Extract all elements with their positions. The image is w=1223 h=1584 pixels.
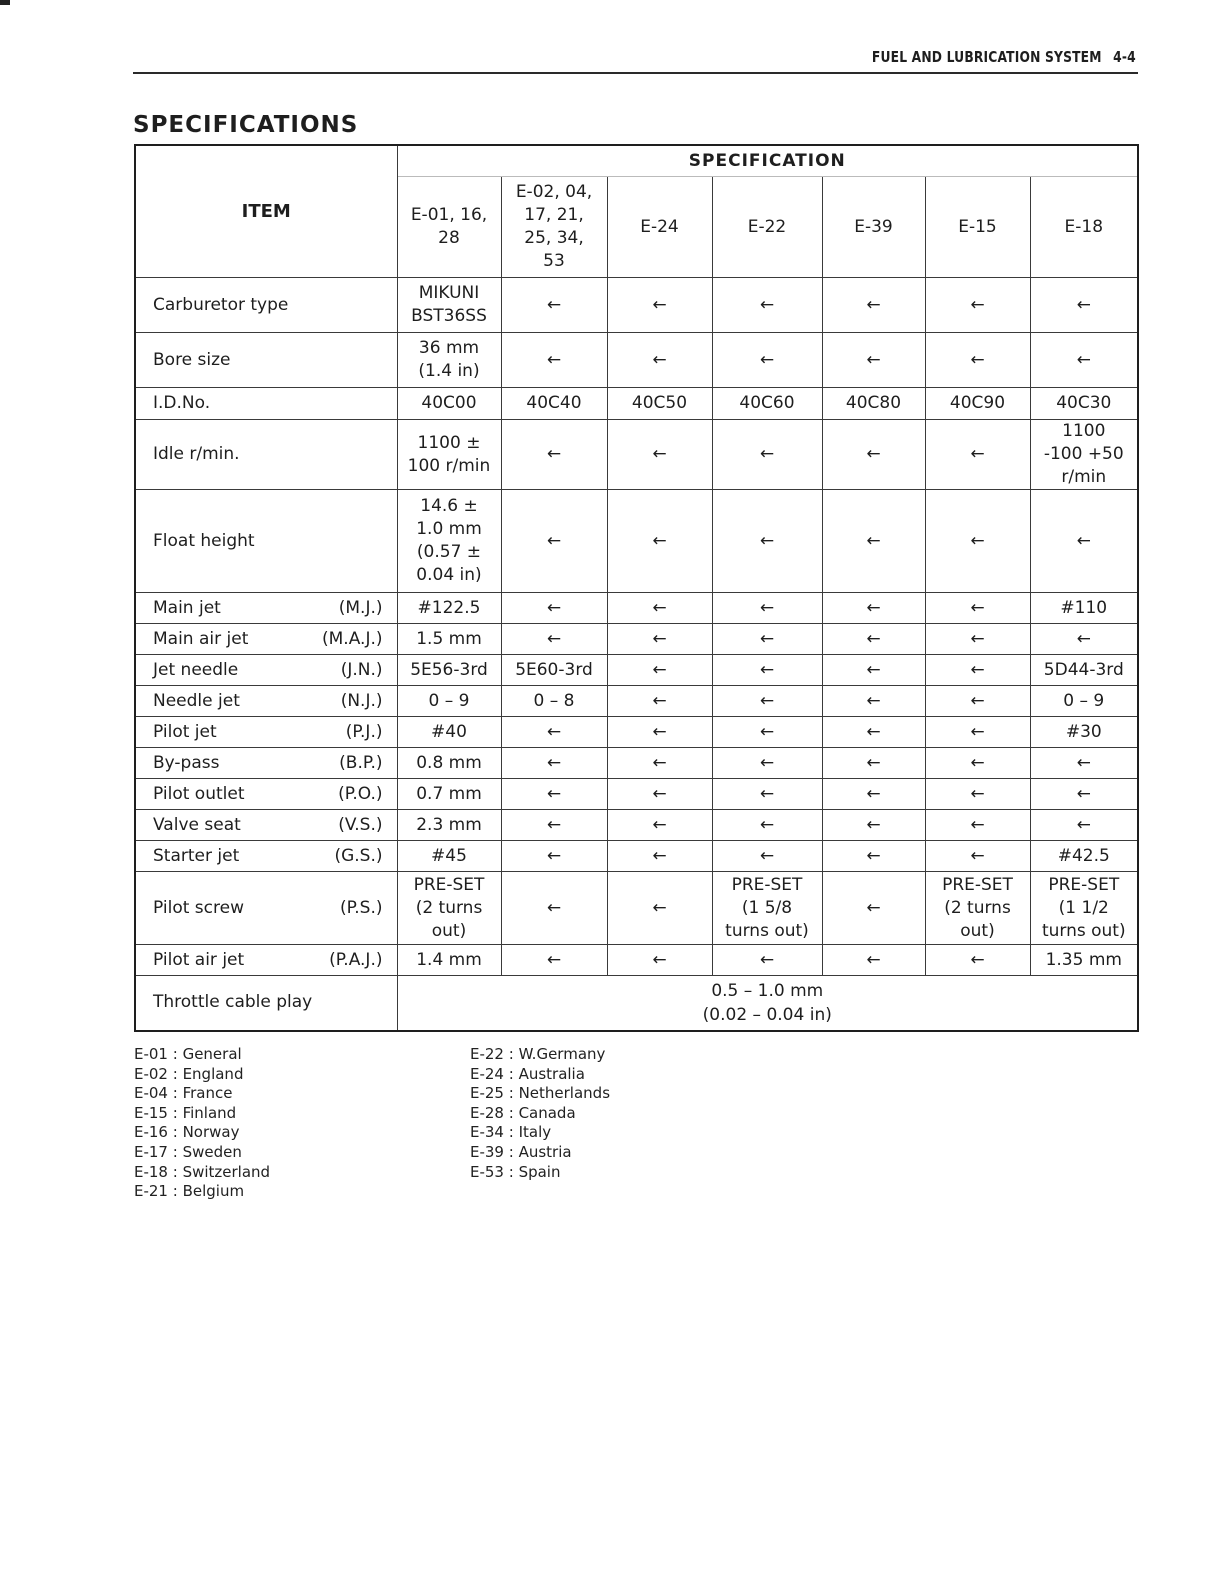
table-row	[135, 420, 1138, 490]
table-row	[135, 333, 1138, 388]
table-row	[135, 388, 1138, 420]
table-cell: ←	[822, 872, 925, 945]
table-cell: ←	[501, 278, 607, 333]
table-cell: ←	[822, 490, 925, 593]
table-cell: ←	[822, 810, 925, 841]
table-cell: ←	[712, 593, 822, 624]
table-cell: ←	[925, 810, 1030, 841]
row-item-label: Float height	[153, 530, 255, 551]
row-item-label: Pilot air jet	[153, 949, 245, 970]
table-cell: 5D44-3rd	[1030, 655, 1138, 686]
throttle-row	[135, 976, 1138, 1031]
specification-group-header: SPECIFICATION	[397, 145, 1138, 177]
table-cell: ←	[822, 333, 925, 388]
table-cell: ←	[925, 686, 1030, 717]
table-cell: ←	[607, 686, 712, 717]
table-cell: ←	[1030, 490, 1138, 593]
row-item-label: Valve seat	[153, 814, 241, 835]
row-item	[135, 655, 397, 686]
table-cell: 40C40	[501, 388, 607, 420]
table-cell: ←	[822, 945, 925, 976]
section-title: SPECIFICATIONS	[133, 112, 359, 138]
table-cell: ←	[712, 717, 822, 748]
table-cell: #40	[397, 717, 501, 748]
spec-table-body	[135, 278, 1138, 976]
table-cell: ←	[925, 333, 1030, 388]
legend-item: E-15 : Finland	[134, 1103, 237, 1122]
table-cell: ←	[607, 624, 712, 655]
row-item-label: Bore size	[153, 349, 231, 370]
table-cell: ←	[822, 748, 925, 779]
row-item	[135, 624, 397, 655]
row-item-abbr: (N.J.)	[340, 690, 383, 711]
table-cell: ←	[501, 945, 607, 976]
table-cell: #30	[1030, 717, 1138, 748]
row-item-abbr: (P.S.)	[340, 897, 383, 918]
table-cell: ←	[501, 420, 607, 490]
row-item-abbr: (P.J.)	[345, 721, 383, 742]
table-cell: 0.8 mm	[397, 748, 501, 779]
table-cell: 14.6 ± 1.0 mm (0.57 ± 0.04 in)	[397, 490, 501, 593]
table-cell: ←	[712, 748, 822, 779]
table-cell: PRE-SET (2 turns out)	[925, 872, 1030, 945]
table-cell: ←	[822, 717, 925, 748]
table-cell: ←	[607, 655, 712, 686]
row-item-abbr: (G.S.)	[334, 845, 383, 866]
table-cell: 1100 ± 100 r/min	[397, 420, 501, 490]
table-cell: ←	[607, 717, 712, 748]
row-item	[135, 388, 397, 420]
table-cell: ←	[1030, 748, 1138, 779]
table-cell: ←	[501, 624, 607, 655]
table-cell: ←	[925, 655, 1030, 686]
table-cell: ←	[607, 278, 712, 333]
table-cell: 1.5 mm	[397, 624, 501, 655]
row-item-abbr: (J.N.)	[340, 659, 383, 680]
table-cell: ←	[501, 490, 607, 593]
table-cell: PRE-SET (2 turns out)	[397, 872, 501, 945]
row-item	[135, 278, 397, 333]
row-item-label: Needle jet	[153, 690, 240, 711]
legend-item: E-02 : England	[134, 1064, 244, 1083]
page-header	[133, 44, 1138, 74]
table-cell: 5E56-3rd	[397, 655, 501, 686]
row-item-label: By-pass	[153, 752, 220, 773]
table-cell: ←	[712, 624, 822, 655]
spec-table	[134, 144, 1139, 1032]
table-row	[135, 278, 1138, 333]
column-header: E-02, 04, 17, 21, 25, 34, 53	[501, 177, 607, 278]
throttle-item: Throttle cable play	[135, 976, 397, 1031]
table-cell: 40C00	[397, 388, 501, 420]
legend-item: E-39 : Austria	[470, 1142, 572, 1161]
table-cell: #122.5	[397, 593, 501, 624]
legend-item: E-53 : Spain	[470, 1162, 561, 1181]
table-cell: ←	[925, 278, 1030, 333]
table-cell: 1.35 mm	[1030, 945, 1138, 976]
table-cell: 1100 -100 +50 r/min	[1030, 420, 1138, 490]
table-row	[135, 717, 1138, 748]
legend-item: E-04 : France	[134, 1084, 233, 1103]
row-item	[135, 779, 397, 810]
table-cell: ←	[501, 872, 607, 945]
table-row	[135, 490, 1138, 593]
table-cell: ←	[501, 593, 607, 624]
table-cell: ←	[822, 420, 925, 490]
table-row	[135, 686, 1138, 717]
table-cell: ←	[607, 490, 712, 593]
table-cell: ←	[607, 779, 712, 810]
table-header-row	[135, 145, 1138, 177]
table-cell: 1.4 mm	[397, 945, 501, 976]
column-header: E-18	[1030, 177, 1138, 278]
table-cell: ←	[501, 333, 607, 388]
page-number: 4-4	[1113, 48, 1136, 66]
legend-item: E-18 : Switzerland	[134, 1162, 271, 1181]
table-row	[135, 872, 1138, 945]
table-cell: ←	[822, 779, 925, 810]
table-cell: ←	[822, 686, 925, 717]
table-cell: 40C30	[1030, 388, 1138, 420]
table-cell: ←	[501, 841, 607, 872]
table-cell: ←	[607, 810, 712, 841]
table-cell: 40C50	[607, 388, 712, 420]
table-cell: ←	[712, 655, 822, 686]
item-column-header: ITEM	[135, 145, 397, 278]
table-cell: ←	[925, 717, 1030, 748]
table-cell: ←	[501, 779, 607, 810]
table-cell: ←	[712, 686, 822, 717]
legend-item: E-25 : Netherlands	[470, 1084, 611, 1103]
row-item-label: Carburetor type	[153, 294, 289, 315]
table-cell: ←	[712, 490, 822, 593]
table-cell: ←	[925, 779, 1030, 810]
table-cell: 0 – 9	[397, 686, 501, 717]
row-item-label: Pilot screw	[153, 897, 244, 918]
table-cell: #45	[397, 841, 501, 872]
table-cell: ←	[925, 593, 1030, 624]
table-cell: MIKUNI BST36SS	[397, 278, 501, 333]
table-cell: ←	[607, 420, 712, 490]
row-item	[135, 872, 397, 945]
legend-item: E-22 : W.Germany	[470, 1045, 606, 1063]
table-cell: ←	[822, 593, 925, 624]
row-item	[135, 420, 397, 490]
row-item	[135, 717, 397, 748]
table-cell: 40C90	[925, 388, 1030, 420]
legend-item: E-17 : Sweden	[134, 1142, 242, 1161]
table-cell: ←	[712, 841, 822, 872]
table-cell: #42.5	[1030, 841, 1138, 872]
legend-item: E-21 : Belgium	[134, 1182, 245, 1201]
table-cell: ←	[607, 872, 712, 945]
row-item-abbr: (M.J.)	[338, 597, 383, 618]
row-item-label: I.D.No.	[153, 393, 211, 413]
table-cell: ←	[501, 810, 607, 841]
table-row	[135, 655, 1138, 686]
table-row	[135, 748, 1138, 779]
legend-item: E-28 : Canada	[470, 1103, 576, 1122]
table-row	[135, 945, 1138, 976]
table-cell: ←	[925, 624, 1030, 655]
table-cell: ←	[925, 420, 1030, 490]
table-cell: ←	[1030, 810, 1138, 841]
legend-item: E-24 : Australia	[470, 1064, 585, 1083]
table-cell: PRE-SET (1 1/2 turns out)	[1030, 872, 1138, 945]
row-item	[135, 748, 397, 779]
table-cell: ←	[1030, 779, 1138, 810]
throttle-value: 0.5 – 1.0 mm (0.02 – 0.04 in)	[397, 976, 1138, 1031]
row-item	[135, 333, 397, 388]
legend-list-left	[134, 1045, 270, 1202]
table-cell: ←	[822, 624, 925, 655]
table-cell: ←	[925, 841, 1030, 872]
column-header: E-39	[822, 177, 925, 278]
table-cell: ←	[1030, 278, 1138, 333]
row-item-label: Idle r/min.	[153, 444, 240, 464]
row-item-label: Starter jet	[153, 845, 240, 866]
table-cell: 0.7 mm	[397, 779, 501, 810]
table-cell: 5E60-3rd	[501, 655, 607, 686]
table-row	[135, 841, 1138, 872]
table-cell: ←	[822, 841, 925, 872]
table-cell: 0 – 9	[1030, 686, 1138, 717]
row-item	[135, 490, 397, 593]
table-cell: ←	[712, 779, 822, 810]
row-item	[135, 945, 397, 976]
row-item-abbr: (V.S.)	[338, 814, 383, 835]
table-cell: ←	[1030, 333, 1138, 388]
page-corner-mark	[0, 0, 10, 5]
table-cell: #110	[1030, 593, 1138, 624]
row-item-label: Main air jet	[153, 628, 249, 649]
row-item-abbr: (P.A.J.)	[329, 949, 383, 970]
table-cell: 40C80	[822, 388, 925, 420]
row-item-abbr: (B.P.)	[339, 752, 383, 773]
table-row	[135, 810, 1138, 841]
table-cell: ←	[712, 278, 822, 333]
table-cell: ←	[501, 748, 607, 779]
table-cell: ←	[607, 945, 712, 976]
table-cell: ←	[925, 490, 1030, 593]
table-row	[135, 624, 1138, 655]
table-cell: 36 mm (1.4 in)	[397, 333, 501, 388]
table-row	[135, 593, 1138, 624]
table-cell: ←	[822, 278, 925, 333]
table-cell: ←	[822, 655, 925, 686]
header-section: FUEL AND LUBRICATION SYSTEM	[872, 48, 1102, 66]
legend-item: E-34 : Italy	[470, 1123, 552, 1142]
table-cell: PRE-SET (1 5/8 turns out)	[712, 872, 822, 945]
table-cell: ←	[607, 333, 712, 388]
row-item-label: Pilot outlet	[153, 783, 245, 804]
column-header: E-15	[925, 177, 1030, 278]
legend-list-right	[470, 1045, 610, 1182]
table-cell: ←	[607, 841, 712, 872]
table-cell: ←	[607, 748, 712, 779]
table-cell: ←	[607, 593, 712, 624]
table-cell: ←	[712, 420, 822, 490]
row-item-label: Main jet	[153, 597, 221, 618]
table-row	[135, 779, 1138, 810]
row-item	[135, 593, 397, 624]
header-text	[872, 48, 1136, 66]
table-cell: ←	[1030, 624, 1138, 655]
table-cell: ←	[712, 333, 822, 388]
table-cell: ←	[925, 748, 1030, 779]
column-header: E-01, 16, 28	[397, 177, 501, 278]
table-cell: ←	[925, 945, 1030, 976]
legend-item: E-16 : Norway	[134, 1123, 240, 1142]
row-item	[135, 686, 397, 717]
column-header: E-24	[607, 177, 712, 278]
table-cell: ←	[712, 810, 822, 841]
legend-item: E-01 : General	[134, 1045, 242, 1063]
row-item	[135, 810, 397, 841]
table-cell: 0 – 8	[501, 686, 607, 717]
table-cell: ←	[501, 717, 607, 748]
row-item-abbr: (P.O.)	[338, 783, 383, 804]
row-item	[135, 841, 397, 872]
table-cell: ←	[712, 945, 822, 976]
table-cell: 40C60	[712, 388, 822, 420]
table-cell: 2.3 mm	[397, 810, 501, 841]
row-item-abbr: (M.A.J.)	[322, 628, 383, 649]
column-header: E-22	[712, 177, 822, 278]
row-item-label: Pilot jet	[153, 721, 217, 742]
row-item-label: Jet needle	[153, 659, 239, 680]
